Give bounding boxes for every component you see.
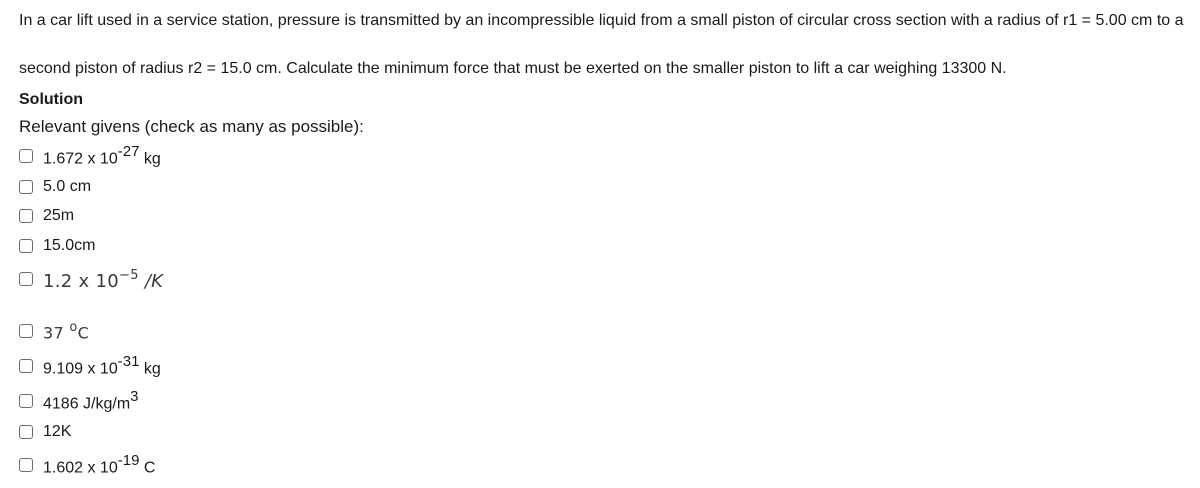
option-base: 37 [43, 323, 70, 343]
checkbox[interactable] [19, 425, 33, 439]
option-base: 1.2 x 10 [43, 270, 120, 292]
option-label: 25m [43, 207, 75, 224]
checkbox[interactable] [19, 458, 33, 472]
option-mass-proton[interactable] [19, 142, 161, 168]
option-unit: C [139, 459, 156, 477]
checkbox[interactable] [19, 149, 33, 163]
checkbox[interactable] [19, 359, 33, 373]
option-base: 4186 J/kg/m [43, 395, 131, 413]
solution-heading: Solution [19, 91, 83, 108]
option-mass-electron[interactable] [19, 352, 161, 378]
option-15cm[interactable] [19, 236, 95, 256]
option-specific-heat[interactable] [19, 387, 139, 413]
checkbox[interactable] [19, 324, 33, 338]
option-5cm[interactable] [19, 177, 91, 197]
option-unit: /K [138, 270, 164, 292]
option-label: 5.0 cm [43, 178, 92, 195]
option-25m[interactable] [19, 206, 74, 226]
question-line-1: In a car lift used in a service station, pressure is transmitted by an incompressible liquid from a small piston of circular cross section with a radius of r1 = 5.00 cm to a [19, 12, 1184, 29]
option-exponent: 3 [130, 387, 139, 405]
checkbox[interactable] [19, 239, 33, 253]
option-base: 1.672 x 10 [43, 150, 118, 168]
option-37c[interactable] [19, 321, 89, 341]
option-base: 1.602 x 10 [43, 459, 118, 477]
option-exponent: -27 [117, 142, 140, 160]
option-exponent: -19 [117, 451, 140, 469]
checkbox[interactable] [19, 272, 33, 286]
option-expansion-coefficient[interactable] [19, 267, 164, 292]
checkbox[interactable] [19, 394, 33, 408]
givens-prompt: Relevant givens (check as many as possible): [19, 117, 364, 136]
option-12k[interactable] [19, 422, 71, 442]
option-exponent: −5 [119, 267, 139, 283]
option-exponent: -31 [117, 352, 140, 370]
checkbox[interactable] [19, 180, 33, 194]
option-label: 15.0cm [43, 237, 96, 254]
question-line-2: second piston of radius r2 = 15.0 cm. Calculate the minimum force that must be exerted on the smaller piston to lift a car weighing 13300 N. [19, 60, 1007, 77]
option-unit: kg [139, 360, 161, 378]
option-exponent: o [69, 319, 78, 335]
checkbox[interactable] [19, 209, 33, 223]
option-electron-charge[interactable] [19, 451, 156, 477]
option-label: 12K [43, 423, 72, 440]
option-base: 9.109 x 10 [43, 360, 118, 378]
option-unit: kg [139, 150, 161, 168]
option-unit: C [77, 323, 90, 343]
